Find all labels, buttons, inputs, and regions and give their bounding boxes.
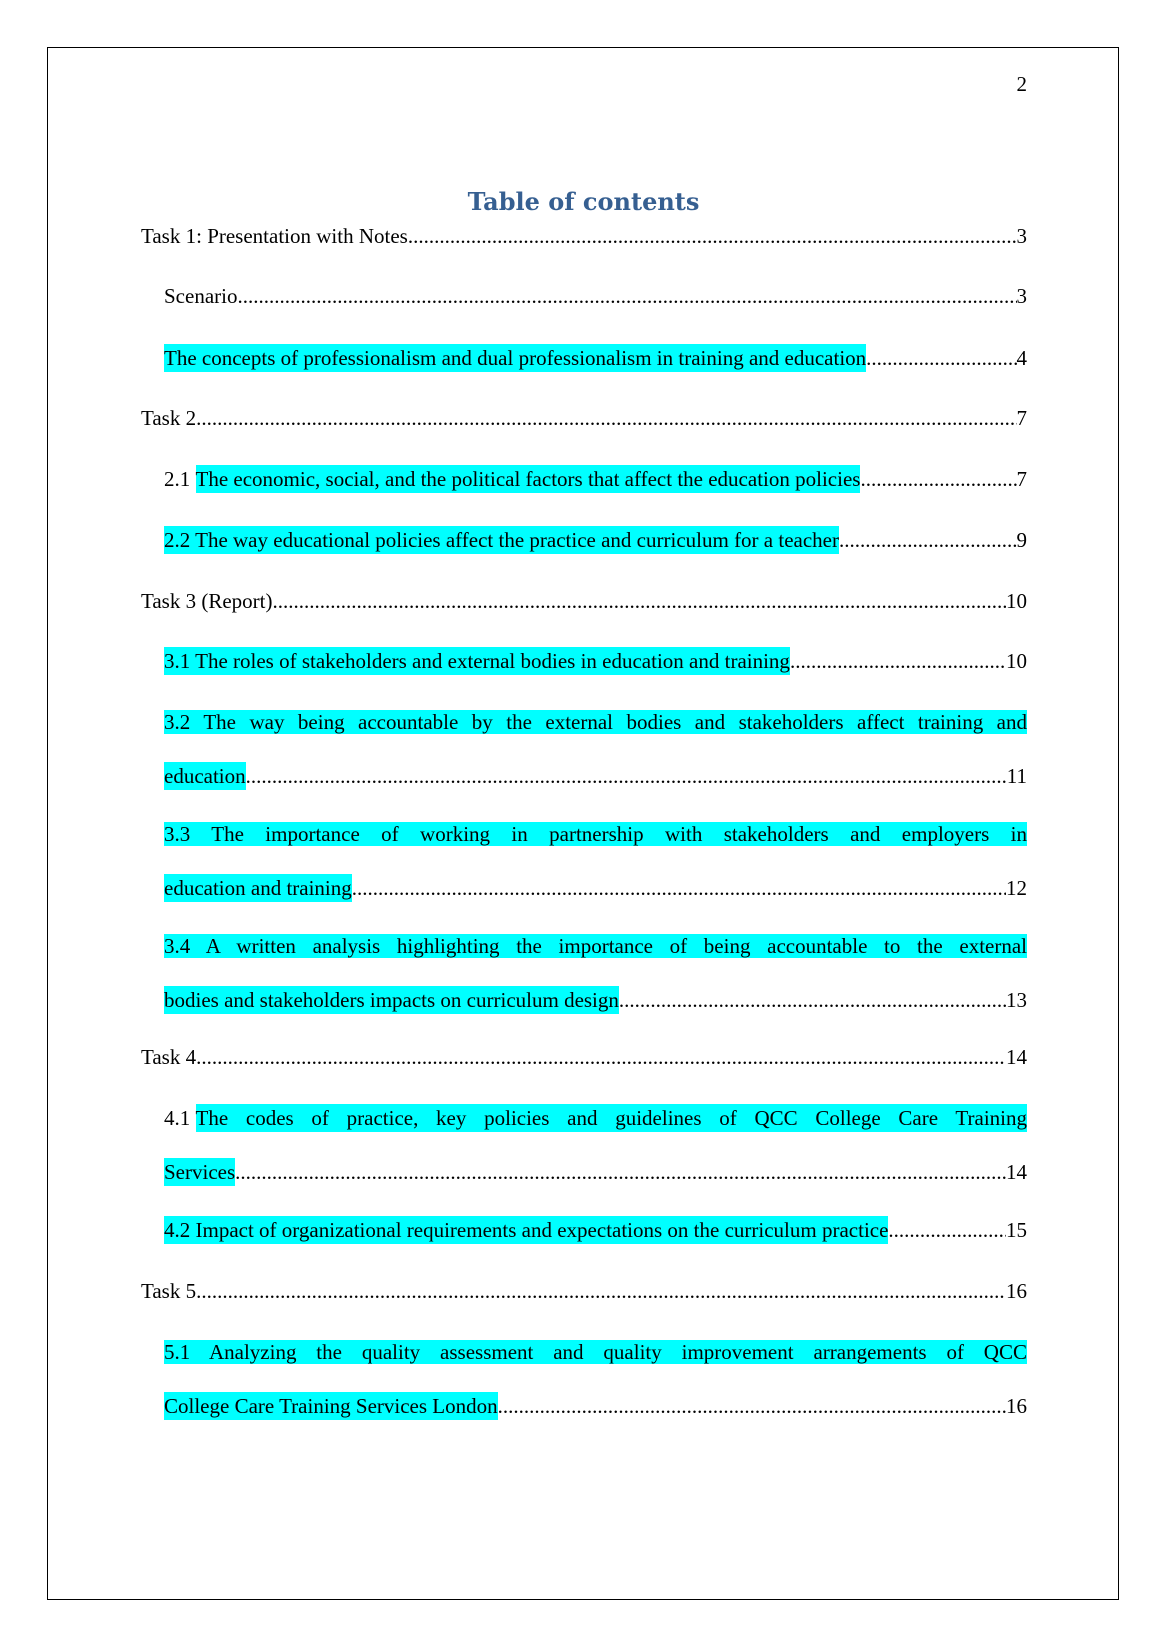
toc-page-number: 12	[1006, 876, 1027, 900]
toc-entry-3-4[interactable]	[164, 932, 1027, 1014]
toc-page-number: 7	[1016, 467, 1027, 491]
toc-entry-text: The concepts of professionalism and dual professionalism in training and education	[164, 346, 867, 370]
toc-entry-text: The economic, social, and the political factors that affect the education policies	[195, 467, 861, 491]
toc-leader-dots	[408, 222, 1017, 250]
toc-leader-dots	[235, 1158, 1006, 1186]
toc-entry-text-continued: bodies and stakeholders impacts on curriculum design	[164, 988, 619, 1012]
toc-entry-4-2[interactable]	[164, 1216, 1027, 1244]
toc-entry-text: 3.2 The way being accountable by the external bodies and stakeholders affect training and	[164, 710, 1027, 734]
toc-entry-text: 3.1 The roles of stakeholders and external bodies in education and training	[164, 649, 790, 673]
toc-entry-3-2[interactable]	[164, 708, 1027, 790]
toc-entry-text: Task 4	[141, 1045, 197, 1069]
toc-entry-professionalism[interactable]	[164, 344, 1027, 372]
toc-page-number: 16	[1006, 1279, 1027, 1303]
toc-page-number: 10	[1006, 649, 1027, 673]
toc-entry-text-continued: College Care Training Services London	[164, 1394, 498, 1418]
toc-entry-text-continued: education and training	[164, 876, 352, 900]
toc-title: Table of contents	[467, 187, 700, 216]
toc-leader-dots	[352, 874, 1006, 902]
toc-entry-2-2[interactable]	[164, 526, 1027, 554]
toc-leader-dots	[888, 1216, 1006, 1244]
toc-leader-dots	[273, 587, 1007, 615]
toc-leader-dots	[498, 1392, 1006, 1420]
toc-entry-text: 4.2 Impact of organizational requirements and expectations on the curriculum practice	[164, 1218, 889, 1242]
toc-leader-dots	[619, 986, 1006, 1014]
page-number: 2	[1016, 72, 1027, 96]
toc-entry-2-1[interactable]	[164, 465, 1027, 493]
toc-leader-dots	[860, 465, 1016, 493]
toc-entry-task-3[interactable]	[141, 587, 1027, 615]
toc-page-number: 4	[1016, 346, 1027, 370]
toc-entry-task-4[interactable]	[141, 1043, 1027, 1071]
toc-entry-text: The codes of practice, key policies and guidelines of QCC College Care Training	[195, 1106, 1027, 1130]
toc-entry-5-1[interactable]	[164, 1338, 1027, 1420]
toc-entry-text: 2.2 The way educational policies affect the practice and curriculum for a teacher	[164, 528, 839, 552]
toc-page-number: 3	[1016, 224, 1027, 248]
toc-leader-dots	[839, 526, 1017, 554]
toc-entry-3-3[interactable]	[164, 820, 1027, 902]
toc-page-number: 14	[1006, 1045, 1027, 1069]
toc-page-number: 3	[1016, 284, 1027, 308]
toc-entry-task-1[interactable]	[141, 222, 1027, 250]
toc-leader-dots	[196, 1277, 1006, 1305]
toc-page-number: 16	[1006, 1394, 1027, 1418]
toc-page-number: 7	[1016, 406, 1027, 430]
toc-leader-dots	[196, 1043, 1006, 1071]
toc-page-number: 9	[1016, 528, 1027, 552]
toc-entry-prefix: 2.1	[164, 467, 196, 491]
toc-entry-text: Task 2	[141, 406, 197, 430]
toc-entry-text: Task 5	[141, 1279, 197, 1303]
toc-entry-4-1[interactable]	[164, 1104, 1027, 1186]
toc-leader-dots	[246, 762, 1007, 790]
toc-entry-3-1[interactable]	[164, 647, 1027, 675]
toc-leader-dots	[866, 344, 1016, 372]
toc-entry-task-5[interactable]	[141, 1277, 1027, 1305]
toc-page-number: 13	[1006, 988, 1027, 1012]
toc-page-number: 10	[1006, 589, 1027, 613]
toc-page-number: 11	[1006, 764, 1027, 788]
toc-entry-text-continued: Services	[164, 1160, 236, 1184]
toc-leader-dots	[196, 404, 1016, 432]
toc-entry-text: Task 1: Presentation with Notes	[141, 224, 408, 248]
toc-entry-text-continued: education	[164, 764, 246, 788]
toc-leader-dots	[790, 647, 1006, 675]
toc-entry-text: 5.1 Analyzing the quality assessment and quality improvement arrangements of QCC	[164, 1340, 1027, 1364]
toc-entry-text: Scenario	[164, 284, 238, 308]
toc-entry-text: Task 3 (Report)	[141, 589, 273, 613]
toc-entry-task-2[interactable]	[141, 404, 1027, 432]
toc-entry-scenario[interactable]	[164, 282, 1027, 310]
toc-entry-text: 3.3 The importance of working in partnership with stakeholders and employers in	[164, 822, 1027, 846]
toc-page-number: 15	[1006, 1218, 1027, 1242]
toc-page-number: 14	[1006, 1160, 1027, 1184]
toc-leader-dots	[237, 282, 1016, 310]
toc-entry-prefix: 4.1	[164, 1106, 196, 1130]
toc-entry-text: 3.4 A written analysis highlighting the importance of being accountable to the external	[164, 934, 1027, 958]
